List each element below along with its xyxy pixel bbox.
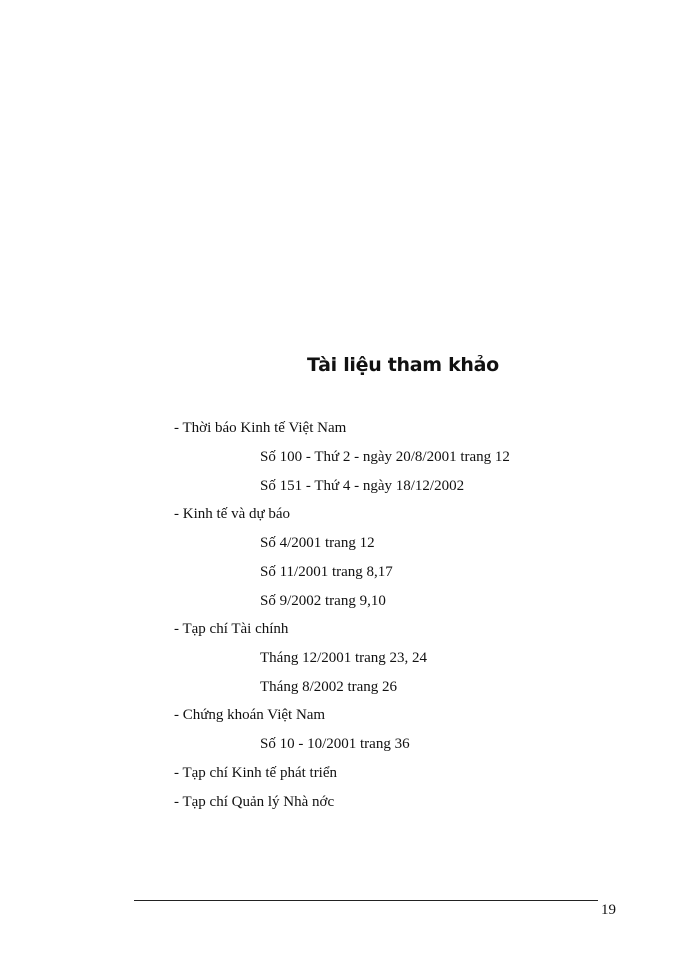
reference-detail: Số 4/2001 trang 12 [260,535,375,551]
reference-source: - Tạp chí Tài chính [174,621,289,637]
page-title: Tài liệu tham khảo [307,354,499,376]
reference-source: - Tạp chí Kinh tế phát triển [174,765,338,781]
reference-detail: Tháng 8/2002 trang 26 [260,679,398,695]
footer-divider [134,900,598,901]
reference-detail: Số 10 - 10/2001 trang 36 [260,736,410,752]
reference-detail: Số 11/2001 trang 8,17 [260,564,393,580]
page-number: 19 [601,902,616,918]
reference-detail: Số 151 - Thứ 4 - ngày 18/12/2002 [260,478,465,494]
reference-source: - Thời báo Kinh tế Việt Nam [174,420,347,436]
reference-detail: Số 9/2002 trang 9,10 [260,593,386,609]
reference-detail: Số 100 - Thứ 2 - ngày 20/8/2001 trang 12 [260,449,510,465]
reference-source: - Kinh tế và dự báo [174,506,291,522]
reference-source: - Chứng khoán Việt Nam [174,707,326,723]
reference-source: - Tạp chí Quản lý Nhà nớc [174,794,335,810]
reference-detail: Tháng 12/2001 trang 23, 24 [260,650,428,666]
